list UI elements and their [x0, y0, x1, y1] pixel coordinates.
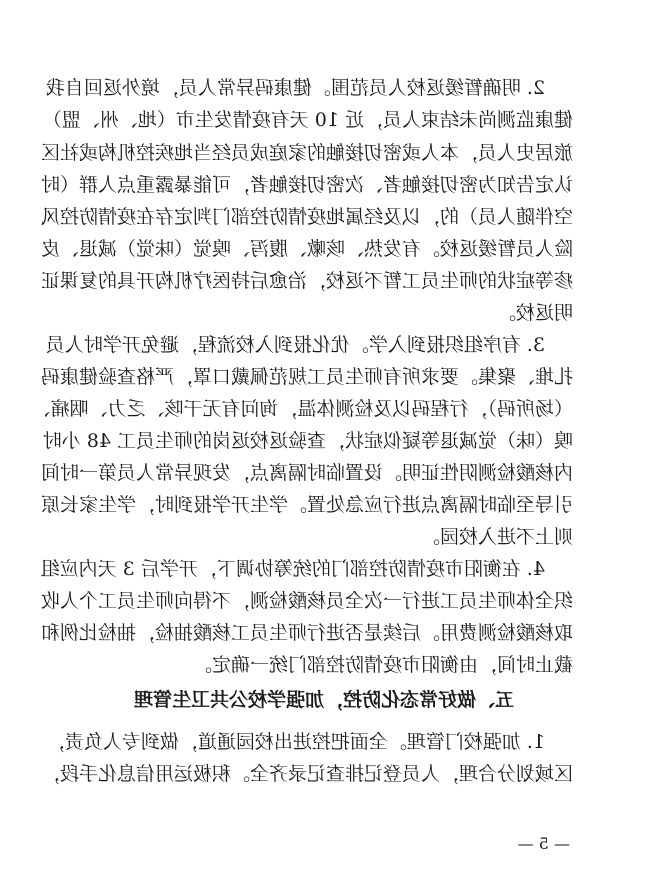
paragraph-line: 则上不进入校园。: [420, 526, 573, 548]
paragraph-line: 织全体师生员工进行一次全员核酸检测，不得向师生员工个人收: [40, 590, 573, 612]
paragraph-line: 截止时间，由衡阳市疫情防控部门统一确定。: [192, 654, 573, 676]
paragraph-line: 取核酸检测费用。后续是否进行师生员工核酸抽检，抽检比例和: [40, 622, 573, 644]
paragraph-line: 嗅（味）觉减退等疑似症状，查验返校返岗的师生员工 48 小时: [42, 430, 573, 452]
paragraph-line: 区域划分合理，人员登记排查记录齐全。积极运用信息化手段，: [40, 763, 573, 785]
paragraph-line: 认定告知为密切接触者、次密切接触者，可能暴露重点人群（时: [40, 174, 573, 196]
paragraph-line: 2. 明确暂缓返校人员范围。健康码异常人员，境外返回自我: [45, 77, 545, 99]
page-number: — 5 —: [517, 834, 570, 853]
paragraph-line: 1. 加强校门管理。全面把控进出校园通道，做到专人负责，: [45, 731, 545, 753]
paragraph-line: 扎堆、聚集。要求所有师生员工规范佩戴口罩，严格查验健康码: [40, 366, 573, 388]
section-heading: 五、做好常态化防控，加强学校公共卫生管理: [134, 689, 515, 711]
paragraph-line: 疹等症状的师生员工暂不返校，治愈后持医疗机构开具的复课证: [40, 270, 573, 292]
paragraph-line: 明返校。: [496, 302, 573, 324]
paragraph-line: 4. 在衡阳市疫情防控部门的统筹协调下，开学后 3 天内应组: [40, 558, 545, 580]
paragraph-line: 3. 有序组织报到入学。优化报到入校流程，避免开学时人员: [45, 334, 545, 356]
paragraph-line: 健康监测尚未结束人员，近 10 天有疫情发生市（地、州、盟）: [42, 109, 573, 131]
paragraph-line: 旅居史人员，本人或密切接触的家庭成员经当地疾控机构或社区: [40, 142, 573, 164]
paragraph-line: 险人员暂缓返校。有发热、咳嗽、腹泻、嗅觉（味觉）减退、皮: [40, 238, 573, 260]
paragraph-line: （场所码），行程码以及检测体温，询问有无干咳、乏力、咽痛、: [31, 398, 573, 420]
paragraph-line: 引导至临时隔离点进行应急处置。学生开学报到时，学生家长原: [40, 494, 573, 516]
paragraph-line: 内核酸检测阴性证明。设置临时隔离点，发现异常人员第一时间: [40, 462, 573, 484]
paragraph-line: 空伴随人员）的，以及经属地疫情防控部门判定存在疫情防控风: [40, 206, 573, 228]
